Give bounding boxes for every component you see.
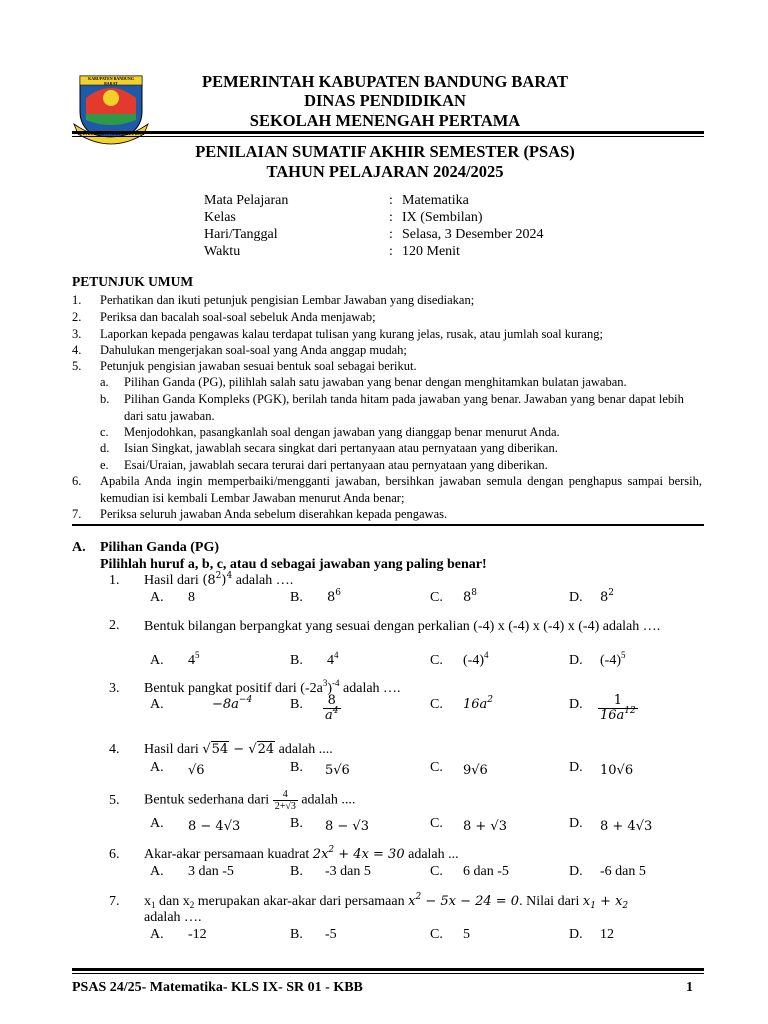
option-c[interactable]: C. — [430, 816, 443, 831]
option-b[interactable]: B. — [290, 760, 303, 775]
instructions-divider — [72, 524, 704, 526]
info-value: Matematika — [402, 193, 469, 208]
question-text: Hasil dari √54 − √24 adalah .... — [144, 742, 333, 757]
question-text: Hasil dari $(8^2)^4$ adalah …. — [144, 571, 294, 588]
option-a-value: $4^5$ — [188, 650, 200, 668]
option-d[interactable]: D. — [569, 816, 583, 831]
header-rule-thin — [72, 136, 704, 137]
footer-rule-thin — [72, 973, 704, 974]
info-value: 120 Menit — [402, 244, 460, 259]
question-text: $x_1$ dan $x_2$ merupakan akar-akar dari persamaan $x^2 - 5x - 24 = 0$. Nilai dari $x_1 + x_2$ — [144, 892, 629, 911]
option-b[interactable]: B. — [290, 697, 303, 712]
option-a[interactable]: A. — [150, 760, 164, 775]
school-level-name: SEKOLAH MENENGAH PERTAMA — [249, 111, 521, 130]
option-d[interactable]: D. — [569, 697, 583, 712]
instructions-heading: PETUNJUK UMUM — [72, 274, 194, 289]
option-a-value: √6 — [188, 763, 205, 778]
option-d-value: 12 — [600, 927, 614, 942]
option-a-value: 8 − 4√3 — [188, 819, 241, 834]
option-c[interactable]: C. — [430, 697, 443, 712]
option-c-value: 9√6 — [463, 763, 488, 778]
option-c[interactable]: C. — [430, 864, 443, 879]
option-c-value: 8 + √3 — [463, 819, 507, 834]
option-d-value: 10√6 — [600, 763, 634, 778]
option-c[interactable]: C. — [430, 653, 443, 668]
question-text: Akar-akar persamaan kuadrat $2x^2 + 4x = 30$ adalah ... — [144, 845, 459, 862]
option-b-value: $4^4$ — [327, 650, 339, 668]
header-rule-thick — [72, 131, 704, 134]
question-text: Bentuk pangkat positif dari $(-2a^3)^{-4}$ adalah …. — [144, 678, 401, 696]
option-a-value: -12 — [188, 927, 207, 942]
option-d[interactable]: D. — [569, 864, 583, 879]
section-letter: A. — [72, 540, 86, 555]
option-c-value: $(-4)^4$ — [463, 650, 489, 668]
info-value: Selasa, 3 Desember 2024 — [402, 227, 544, 242]
option-b[interactable]: B. — [290, 927, 303, 942]
footer-rule-thick — [72, 968, 704, 971]
info-label: Kelas — [204, 210, 236, 225]
option-a[interactable]: A. — [150, 697, 164, 712]
option-c-value: 5 — [463, 927, 470, 942]
question-text: Bentuk sederhana dari $\frac{4}{2+√3}$ adalah .... — [144, 789, 356, 812]
option-a-value: $-8a^{-4}$ — [212, 695, 253, 712]
option-a-value: 3 dan -5 — [188, 864, 234, 879]
option-c-value: $8^8$ — [463, 588, 478, 605]
option-b[interactable]: B. — [290, 816, 303, 831]
info-value: IX (Sembilan) — [402, 210, 483, 225]
option-b-value: 5√6 — [325, 763, 350, 778]
option-c-value: $16a^2$ — [463, 695, 494, 712]
option-d-value: -6 dan 5 — [600, 864, 646, 879]
option-a[interactable]: A. — [150, 864, 164, 879]
page-number: 1 — [686, 980, 693, 995]
option-c[interactable]: C. — [430, 927, 443, 942]
option-a[interactable]: A. — [150, 816, 164, 831]
option-d[interactable]: D. — [569, 590, 583, 605]
section-instruction: Pilihlah huruf a, b, c, atau d sebagai jawaban yang paling benar! — [100, 557, 487, 572]
option-b[interactable]: B. — [290, 864, 303, 879]
section-title: Pilihan Ganda (PG) — [100, 540, 220, 555]
info-label: Mata Pelajaran — [204, 193, 289, 208]
regency-logo — [72, 68, 150, 146]
option-d-value: $8^2$ — [600, 588, 615, 605]
academic-year: TAHUN PELAJARAN 2024/2025 — [266, 162, 504, 181]
option-d[interactable]: D. — [569, 653, 583, 668]
option-b-value: $\frac{8}{a^4}$ — [325, 693, 339, 723]
option-c[interactable]: C. — [430, 760, 443, 775]
question-text: Bentuk bilangan berpangkat yang sesuai dengan perkalian (-4) x (-4) x (-4) x (-4) adalah …. — [144, 619, 661, 634]
option-c[interactable]: C. — [430, 590, 443, 605]
option-b[interactable]: B. — [290, 590, 303, 605]
option-a-value: 8 — [188, 590, 195, 605]
option-a[interactable]: A. — [150, 590, 164, 605]
option-b-value: $8^6$ — [327, 588, 342, 605]
option-b-value: -5 — [325, 927, 337, 942]
option-a[interactable]: A. — [150, 653, 164, 668]
logo-top-text: KABUPATEN BANDUNG BARAT — [88, 76, 134, 86]
option-b-value: -3 dan 5 — [325, 864, 371, 879]
info-label: Waktu — [204, 244, 241, 259]
option-d[interactable]: D. — [569, 760, 583, 775]
option-d-value: $(-4)^5$ — [600, 650, 626, 668]
option-d-value: 8 + 4√3 — [600, 819, 653, 834]
option-a[interactable]: A. — [150, 927, 164, 942]
option-b-value: 8 − √3 — [325, 819, 369, 834]
question-text-continued: adalah …. — [144, 910, 202, 925]
option-d[interactable]: D. — [569, 927, 583, 942]
exam-title: PENILAIAN SUMATIF AKHIR SEMESTER (PSAS) — [195, 142, 575, 161]
option-b[interactable]: B. — [290, 653, 303, 668]
option-d-value: $\frac{1}{16a^{12}}$ — [600, 693, 636, 723]
info-label: Hari/Tanggal — [204, 227, 278, 242]
government-name: PEMERINTAH KABUPATEN BANDUNG BARAT — [202, 72, 568, 91]
department-name: DINAS PENDIDIKAN — [304, 91, 466, 110]
option-c-value: 6 dan -5 — [463, 864, 509, 879]
footer-text: PSAS 24/25- Matematika- KLS IX- SR 01 - KBB — [72, 980, 363, 995]
